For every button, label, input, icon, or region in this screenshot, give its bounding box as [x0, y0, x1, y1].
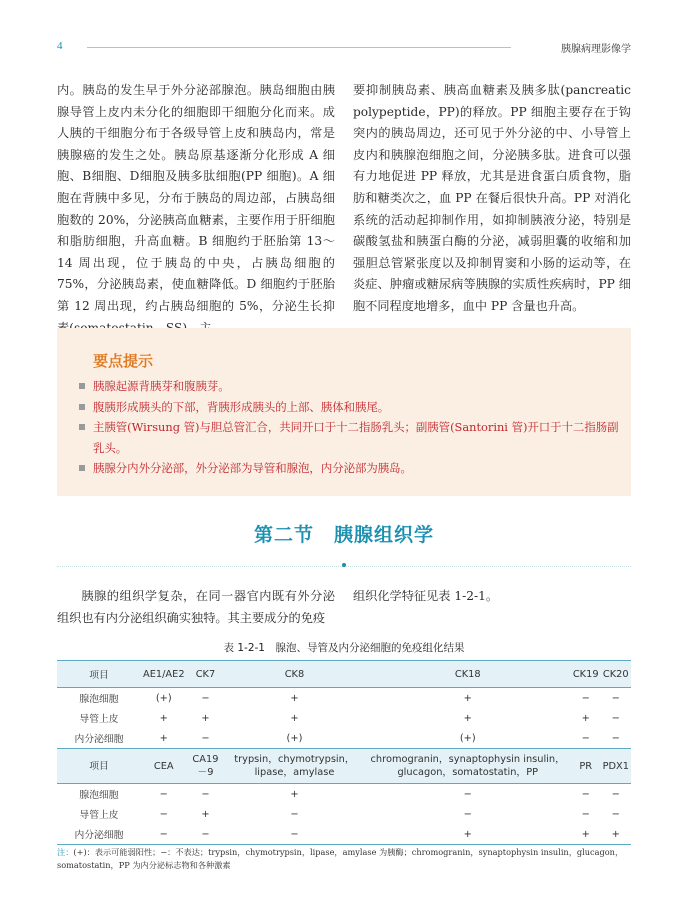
- table-cell: +: [290, 692, 299, 704]
- table-header-row: [57, 661, 631, 688]
- section-intro-left: 胰腺的组织学复杂，在同一器官内既有外分泌组织也有内分泌组织确实独特。其主要成分的免疫: [57, 589, 335, 625]
- table-cell: −: [201, 788, 210, 800]
- immunohistochemistry-table: [57, 660, 631, 845]
- column-header: PDX1: [601, 749, 631, 784]
- column-header: chromogranin，synaptophysin insulin，glucagon，somatostatin，PP: [365, 749, 571, 784]
- key-point-item: [79, 376, 619, 397]
- table-cell: −: [201, 732, 210, 744]
- row-label: 腺泡细胞: [79, 694, 119, 705]
- table-cell: −: [611, 732, 620, 744]
- square-bullet-icon: [79, 424, 85, 430]
- row-label: 腺泡细胞: [79, 790, 119, 801]
- column-header: 项目: [57, 749, 141, 784]
- key-point-text: 胰腺起源背胰芽和腹胰芽。: [93, 379, 230, 393]
- column-header: CEA: [141, 749, 187, 784]
- table-cell: +: [463, 712, 472, 724]
- column-header: CK8: [224, 661, 364, 688]
- section-dot-icon: [342, 563, 346, 567]
- square-bullet-icon: [79, 404, 85, 410]
- body-left-column: 内。胰岛的发生早于外分泌部腺泡。胰岛细胞由胰腺导管上皮内未分化的细胞即干细胞分化而来。成人胰的干细胞分布于各级导管上皮和胰岛内，常是胰腺癌的发生之处。胰岛原基逐渐分化形成 A 细胞、B细胞、D细胞及胰多肽细胞(PP 细胞)。A 细胞在背胰中多见，分布于胰岛的周边部，占胰岛细胞数的 20%，分泌胰高血糖素，主要作用于肝细胞和脂肪细胞，升高血糖。B 细胞约于胚胎第 13～14 周出现，位于胰岛的中央，占胰岛细胞的 75%，分泌胰岛素，使血糖降低。D 细胞约于胚胎第 12 周出现，约占胰岛细胞的 5%，分泌生长抑: [57, 83, 335, 313]
- table-note: [57, 846, 633, 872]
- key-point-text: 主胰管(Wirsung 管)与胆总管汇合，共同开口于十二指肠乳头；副胰管(Santorini 管)开口于十二指肠副乳头。: [93, 420, 619, 455]
- page-header: [57, 40, 631, 54]
- table-cell: −: [187, 824, 225, 845]
- table-cell: (+): [155, 692, 172, 704]
- table-cell: −: [581, 788, 590, 800]
- key-point-text: 腹胰形成胰头的下部，背胰形成胰头的上部、胰体和胰尾。: [93, 399, 390, 414]
- table-cell: +: [463, 692, 472, 704]
- table-cell: +: [290, 712, 299, 724]
- table-cell: −: [201, 692, 210, 704]
- table-cell: +: [571, 824, 601, 845]
- key-point-item: [79, 417, 619, 458]
- table-cell: +: [290, 788, 299, 800]
- table-row: [57, 804, 631, 824]
- body-right-column: 要抑制胰岛素、胰高血糖素及胰多肽(pancreatic polypeptide，PP)的释放。PP 细胞主要存在于钩突内的胰岛周边，还可见于外分泌的中、小导管上皮内和胰腺泡细胞之间，分泌胰多肽。进食可以强有力地促进 PP 释放，尤其是进食蛋白质食物，脂肪和糖类次之，血 PP 在餐后很快升高。PP 对消化系统的活动起抑制作用，如抑制胰液分泌，特别是碳酸氢盐和胰蛋白酶的分泌，减弱胆囊的收缩和加强胆总管紧张度以及抑制胃窦和小肠的运动等，在炎症、肿瘤或糖尿病等胰腺的实质性疾病时，PP 细胞不同程度地增多，血中 PP 含量也升高。: [353, 83, 631, 313]
- row-label: 导管上皮: [79, 810, 119, 821]
- table-cell: (+): [286, 732, 303, 744]
- table-cell: −: [159, 808, 168, 820]
- row-label: 内分泌细胞: [57, 824, 141, 845]
- section-title: 第二节 胰腺组织学: [253, 524, 434, 546]
- table-row: [57, 784, 631, 805]
- column-header: CK20: [601, 661, 631, 688]
- note-label: 注：: [57, 847, 74, 857]
- key-point-item: [79, 397, 619, 418]
- table-header-row: [57, 749, 631, 784]
- table-cell: −: [611, 808, 620, 820]
- key-points-list: [79, 376, 619, 479]
- column-header: 项目: [57, 661, 141, 688]
- table-cell: −: [463, 788, 472, 800]
- table-cell: +: [201, 712, 210, 724]
- row-label: 导管上皮: [79, 714, 119, 725]
- table-cell: +: [201, 808, 210, 820]
- table-cell: −: [159, 788, 168, 800]
- column-header: CK7: [187, 661, 225, 688]
- column-header: CA19－9: [187, 749, 225, 784]
- table-cell: −: [141, 824, 187, 845]
- table-cell: −: [611, 788, 620, 800]
- table-cell: −: [581, 692, 590, 704]
- column-header: CK18: [365, 661, 571, 688]
- book-title: 胰腺病理影像学: [561, 44, 631, 55]
- table-cell: −: [581, 808, 590, 820]
- key-point-item: [79, 458, 619, 479]
- column-header: CK19: [571, 661, 601, 688]
- table-cell: +: [159, 712, 168, 724]
- table-cell: +: [159, 732, 168, 744]
- table-cell: −: [581, 732, 590, 744]
- table-row: [57, 728, 631, 749]
- table-row: [57, 708, 631, 728]
- table-row: [57, 688, 631, 709]
- table-cell: +: [365, 824, 571, 845]
- table-cell: (+): [459, 732, 476, 744]
- key-points-title: 要点提示: [93, 352, 154, 370]
- table-cell: −: [611, 712, 620, 724]
- column-header: AE1/AE2: [141, 661, 187, 688]
- table-cell: +: [601, 824, 631, 845]
- page-number: 4: [57, 40, 63, 52]
- column-header: PR: [571, 749, 601, 784]
- section-intro-right: 组织化学特征见表 1-2-1。: [353, 589, 499, 603]
- header-rule: [87, 47, 511, 48]
- table-cell: +: [581, 712, 590, 724]
- square-bullet-icon: [79, 465, 85, 471]
- row-label: 内分泌细胞: [74, 734, 124, 745]
- table-cell: −: [290, 808, 299, 820]
- table-cell: −: [224, 824, 364, 845]
- table-caption: 表 1-2-1 腺泡、导管及内分泌细胞的免疫组化结果: [223, 642, 465, 654]
- square-bullet-icon: [79, 383, 85, 389]
- table-cell: −: [463, 808, 472, 820]
- key-point-text: 胰腺分内外分泌部，外分泌部为导管和腺泡，内分泌部为胰岛。: [93, 461, 412, 475]
- key-points-box: [57, 328, 631, 496]
- table-row: [57, 824, 631, 845]
- table-cell: −: [611, 692, 620, 704]
- column-header: trypsin，chymotrypsin，lipase，amylase: [224, 749, 364, 784]
- note-text: (+)：表示可能弱阳性；−：不表达；trypsin，chymotrypsin，lipase，amylase 为胰酶；chromogranin，synaptophysin insulin，glucagon，somatostatin，PP 为内分泌标志物和各种激素: [57, 847, 624, 870]
